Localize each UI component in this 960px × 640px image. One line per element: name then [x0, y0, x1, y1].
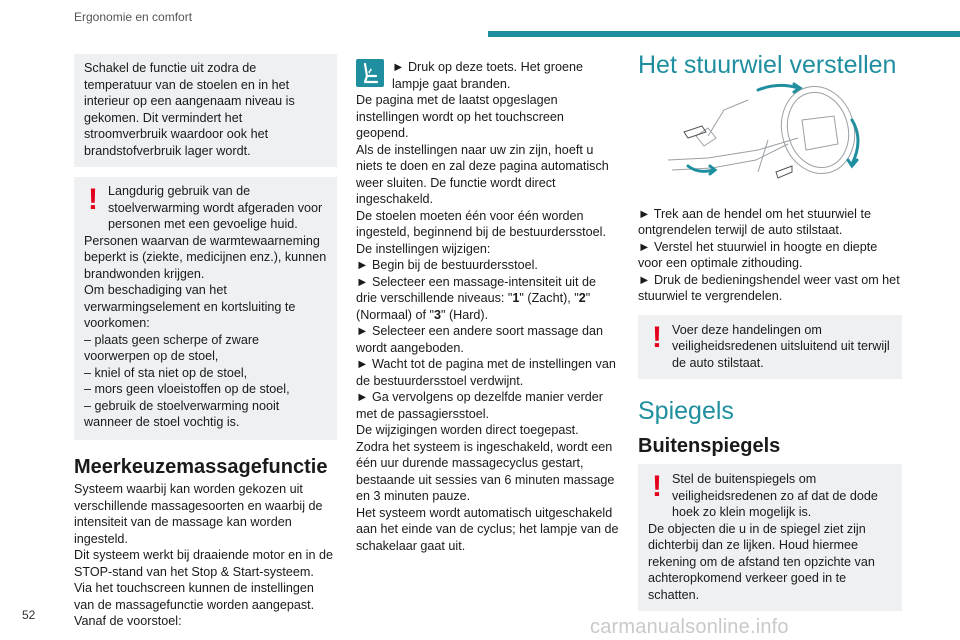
warning-list-item: – kniel of sta niet op de stoel,: [84, 365, 248, 380]
warning-text: Voer deze handelingen om veiligheidsredenen uitsluitend uit terwijl de auto stilstaat.: [672, 322, 890, 370]
body-line: De pagina met de laatst opgeslagen instellingen wordt op het touchscreen geopend.: [356, 93, 564, 140]
steering-step: ► Druk de bedieningshendel weer vast om het stuurwiel te vergrendelen.: [638, 272, 900, 303]
warning-list-item: – gebruik de stoelverwarming nooit wanneer de stoel vochtig is.: [84, 398, 280, 429]
warning-icon: !: [88, 183, 98, 216]
body-line: ► Begin bij de bestuurdersstoel.: [356, 258, 538, 272]
body-line: Als de instellingen naar uw zin zijn, hoeft u niets te doen en zal deze pagina automatisch weer sluiten. De functie wordt direct ingeschakeld.: [356, 142, 609, 206]
massage-seat-icon: [356, 59, 384, 87]
column-middle: [356, 59, 619, 554]
intensity-instruction: ► Selecteer een massage-intensiteit uit de drie verschillende niveaus: "1" (Zacht), "2" (Normaal) of "3" (Hard).: [356, 274, 596, 322]
warning-icon: !: [652, 320, 662, 354]
steering-wheel-icon: [638, 80, 902, 190]
warning-box-mirrors: [638, 464, 902, 611]
section-heading-steering: Het stuurwiel verstellen: [638, 51, 897, 79]
running-header: Ergonomie en comfort: [74, 10, 193, 24]
body-line: ► Selecteer een andere soort massage dan wordt aangeboden.: [356, 324, 603, 355]
massage-button-instruction: [356, 59, 619, 92]
column-left: [74, 54, 337, 630]
section-heading-massage: Meerkeuzemassagefunctie: [74, 455, 328, 478]
info-box-seat-heating: [74, 54, 337, 167]
warning-text: Om beschadiging van het verwarmingselement en kortsluiting te voorkomen:: [84, 283, 296, 330]
body-line: ► Ga vervolgens op dezelfde manier verder met de passagiersstoel.: [356, 390, 603, 421]
warning-list-item: – plaats geen scherpe of zware voorwerpen op de stoel,: [84, 332, 260, 363]
warning-text: Personen waarvan de warmtewaarneming beperkt is (ziekte, medicijnen enz.), kunnen brandwonden krijgen.: [84, 233, 327, 281]
warning-text: De objecten die u in de spiegel ziet zijn dichterbij dan ze lijken. Houd hiermee rekening om de afstand ten opzichte van achteropkomend verkeer goed in te schatten.: [648, 521, 875, 602]
info-box-text: Schakel de functie uit zodra de temperatuur van de stoelen en in het interieur op een aangenaam niveau is gekomen. Dit vermindert het stroomverbruik waardoor ook het brandstofverbruik lager wordt.: [84, 61, 295, 158]
body-line: De stoelen moeten één voor één worden ingesteld, beginnend bij de bestuurdersstoel.: [356, 208, 606, 239]
warning-list-item: – mors geen vloeistoffen op de stoel,: [84, 382, 290, 396]
warning-icon: !: [652, 470, 662, 503]
column-right: [638, 51, 902, 611]
warning-box-steering: [638, 315, 902, 380]
page-number: 52: [22, 608, 36, 622]
instruction-press-button: ► Druk op deze toets. Het groene lampje gaat branden.: [392, 60, 583, 91]
header-accent-bar: [488, 31, 960, 37]
body-paragraph: Vanaf de voorstoel:: [74, 614, 182, 628]
steering-step: ► Trek aan de hendel om het stuurwiel te ontgrendelen terwijl de auto stilstaat.: [638, 206, 871, 237]
body-paragraph: Via het touchscreen kunnen de instellingen van de massagefunctie worden aangepast.: [74, 581, 315, 612]
body-line: Zodra het systeem is ingeschakeld, wordt een één uur durende massagecyclus gestart, bestaande uit sessies van 6 minuten massage en 3 minuten pauze.: [356, 439, 615, 503]
warning-lead: Langdurig gebruik van de stoelverwarming wordt afgeraden voor personen met een gevoelige huid.: [108, 184, 323, 231]
body-paragraph: Systeem waarbij kan worden gekozen uit verschillende massagesoorten en waarbij de intensiteit van de massage kan worden ingesteld.: [74, 482, 323, 546]
steering-wheel-illustration: [638, 80, 902, 190]
body-line: Het systeem wordt automatisch uitgeschakeld aan het einde van de cyclus; het lampje van de schakelaar gaat uit.: [356, 505, 619, 553]
subheading-outer-mirrors: Buitenspiegels: [638, 434, 781, 457]
steering-step: ► Verstel het stuurwiel in hoogte en diepte voor een optimale zithouding.: [638, 239, 878, 270]
watermark: carmanualsonline.info: [590, 616, 789, 638]
warning-lead: Stel de buitenspiegels om veiligheidsredenen zo af dat de dode hoek zo klein mogelijk is.: [672, 472, 878, 519]
section-heading-mirrors: Spiegels: [638, 397, 734, 425]
warning-box-seat-heating: [74, 177, 337, 440]
body-line: De instellingen wijzigen:: [356, 241, 491, 256]
body-line: De wijzigingen worden direct toegepast.: [356, 423, 579, 437]
body-paragraph: Dit systeem werkt bij draaiende motor en in de STOP-stand van het Stop & Start-systeem.: [74, 548, 333, 579]
body-line: ► Wacht tot de pagina met de instellingen van de bestuurdersstoel verdwijnt.: [356, 357, 616, 388]
